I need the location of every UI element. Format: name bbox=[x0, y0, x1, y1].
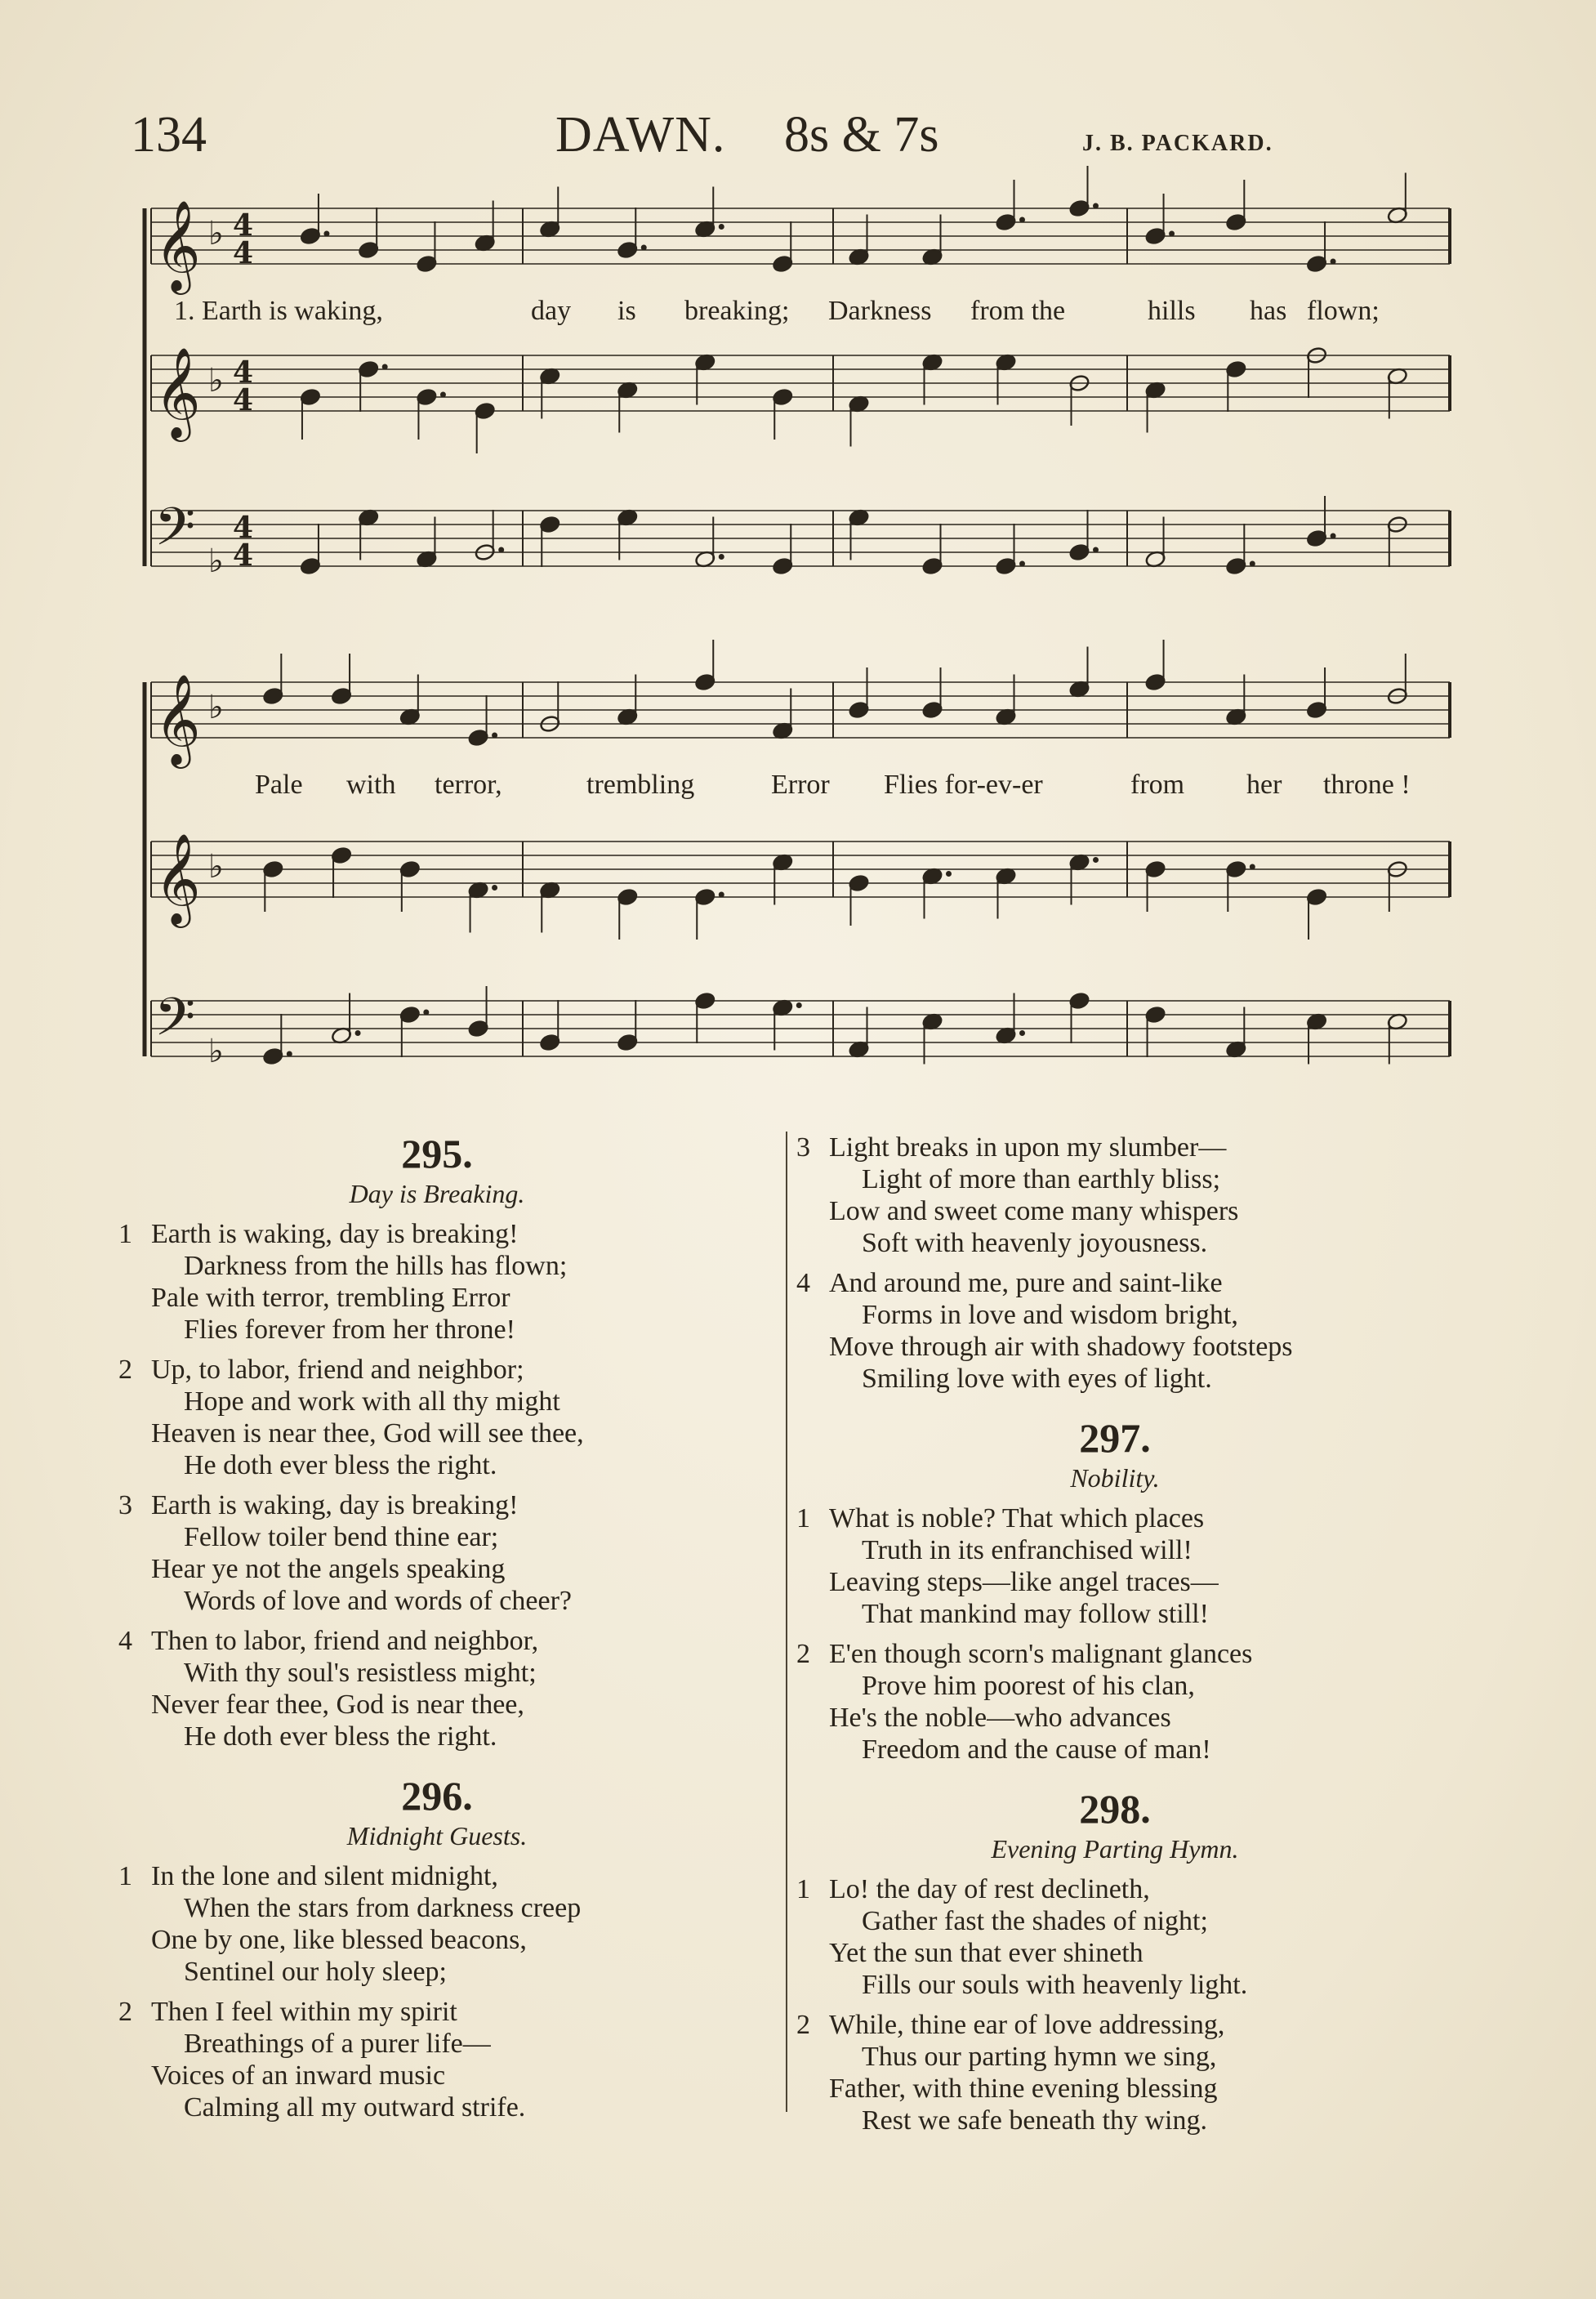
verse-line: Hope and work with all thy might bbox=[184, 1386, 560, 1417]
verse-line: Lo! the day of rest declineth, bbox=[829, 1874, 1150, 1904]
hymn-number: 298. bbox=[1079, 1786, 1151, 1832]
verse-line: He doth ever bless the right. bbox=[184, 1450, 497, 1480]
lyric-syllable: day bbox=[531, 296, 572, 326]
dot bbox=[1019, 561, 1025, 567]
hymn-title: Midnight Guests. bbox=[346, 1821, 528, 1850]
verse-line: Calming all my outward strife. bbox=[184, 2092, 526, 2123]
lyric-syllable: with bbox=[346, 770, 396, 800]
clef-icon: 𝄢 bbox=[154, 497, 196, 571]
dot bbox=[423, 1010, 429, 1016]
stanza-number: 4 bbox=[118, 1626, 132, 1656]
stanza-number: 2 bbox=[796, 1639, 810, 1669]
lyric-syllable: Darkness bbox=[828, 296, 932, 326]
time-signature-bottom: 4 bbox=[233, 538, 254, 573]
lyric-syllable: throne ! bbox=[1323, 770, 1411, 800]
verse-line: Father, with thine evening blessing bbox=[829, 2074, 1218, 2104]
lyric-syllable: has bbox=[1250, 296, 1287, 326]
time-signature-top: 4 bbox=[233, 355, 254, 390]
verse-line: Prove him poorest of his clan, bbox=[862, 1671, 1195, 1701]
verse-line: Words of love and words of cheer? bbox=[184, 1586, 572, 1616]
verse-line: Heaven is near thee, God will see thee, bbox=[151, 1418, 584, 1449]
flat-sign-icon: ♭ bbox=[208, 848, 224, 886]
stanza bbox=[796, 1638, 1433, 1766]
verse-line: Thus our parting hymn we sing, bbox=[862, 2042, 1217, 2072]
clef-icon: 𝄢 bbox=[154, 987, 196, 1061]
verse-line: Hear ye not the angels speaking bbox=[151, 1554, 506, 1584]
page-number: 134 bbox=[131, 107, 207, 163]
stanza-number: 2 bbox=[118, 1997, 132, 2027]
stanza-number: 4 bbox=[796, 1268, 810, 1298]
verse-line: What is noble? That which places bbox=[829, 1503, 1205, 1533]
dot bbox=[498, 547, 504, 553]
composer: J. B. PACKARD. bbox=[1082, 131, 1273, 156]
stanza bbox=[796, 1873, 1433, 2001]
verse-line: Light of more than earthly bliss; bbox=[862, 1164, 1221, 1194]
dot bbox=[719, 554, 724, 560]
dot bbox=[323, 231, 329, 237]
lyric-syllable: her bbox=[1246, 770, 1282, 800]
verse-line: Rest we safe beneath thy wing. bbox=[862, 2105, 1207, 2136]
meter: 8s & 7s bbox=[784, 107, 939, 163]
hymn-title: Nobility. bbox=[1070, 1463, 1160, 1493]
time-signature-bottom: 4 bbox=[233, 383, 254, 417]
stanza-number: 1 bbox=[118, 1861, 132, 1891]
dot bbox=[1331, 533, 1336, 539]
verse-line: Freedom and the cause of man! bbox=[862, 1734, 1211, 1765]
lyric-syllable: Error bbox=[771, 770, 830, 800]
flat-sign-icon: ♭ bbox=[208, 215, 224, 253]
verse-line: Pale with terror, trembling Error bbox=[151, 1283, 510, 1313]
stanza-number: 2 bbox=[796, 2010, 810, 2040]
verse-line: Soft with heavenly joyousness. bbox=[862, 1228, 1208, 1258]
verse-line: Sentinel our holy sleep; bbox=[184, 1957, 448, 1987]
stanza bbox=[796, 1267, 1433, 1395]
flat-sign-icon: ♭ bbox=[208, 362, 224, 400]
stanza bbox=[118, 1625, 756, 1752]
dot bbox=[1019, 1030, 1025, 1036]
hymn-number: 295. bbox=[401, 1131, 473, 1176]
dot bbox=[796, 1002, 802, 1008]
verse-line: Then I feel within my spirit bbox=[151, 1997, 457, 2027]
dot bbox=[1331, 259, 1336, 265]
hymn-title: Evening Parting Hymn. bbox=[991, 1834, 1239, 1864]
lyric-syllable: trembling bbox=[586, 770, 695, 800]
verse-line: Breathings of a purer life— bbox=[184, 2029, 491, 2059]
hymn-title: Day is Breaking. bbox=[349, 1179, 525, 1208]
lyric-syllable: Pale bbox=[255, 770, 303, 800]
stanza-number: 3 bbox=[118, 1490, 132, 1520]
lyric-syllable: breaking; bbox=[684, 296, 790, 326]
stanza-number: 1 bbox=[118, 1219, 132, 1249]
verse-line: He's the noble—who advances bbox=[829, 1703, 1171, 1733]
dot bbox=[382, 364, 388, 370]
stanza bbox=[118, 1860, 756, 1988]
dot bbox=[355, 1030, 361, 1036]
dot bbox=[1250, 864, 1255, 870]
verse-line: Up, to labor, friend and neighbor; bbox=[151, 1355, 524, 1385]
verse-line: When the stars from darkness creep bbox=[184, 1893, 582, 1923]
verse-line: While, thine ear of love addressing, bbox=[829, 2010, 1225, 2040]
time-signature-bottom: 4 bbox=[233, 236, 254, 270]
stanza bbox=[796, 1502, 1433, 1630]
time-signature-top: 4 bbox=[233, 208, 254, 243]
lyric-syllable: is bbox=[617, 296, 636, 326]
dot bbox=[719, 224, 724, 230]
clef-icon: 𝄞 bbox=[154, 346, 201, 439]
verse-line: Smiling love with eyes of light. bbox=[862, 1364, 1212, 1394]
verse-line: Low and sweet come many whispers bbox=[829, 1196, 1239, 1226]
verse-line: Gather fast the shades of night; bbox=[862, 1906, 1208, 1936]
verse-line: Move through air with shadowy footsteps bbox=[829, 1332, 1293, 1362]
dot bbox=[1093, 857, 1099, 863]
verse-line: Then to labor, friend and neighbor, bbox=[151, 1626, 539, 1656]
verse-line: E'en though scorn's malignant glances bbox=[829, 1639, 1253, 1669]
hymn-number: 297. bbox=[1079, 1415, 1151, 1461]
dot bbox=[719, 892, 724, 898]
lyric-syllable: from the bbox=[970, 296, 1066, 326]
stanza-number: 1 bbox=[796, 1503, 810, 1533]
verse-line: With thy soul's resistless might; bbox=[184, 1658, 537, 1688]
verse-line: Yet the sun that ever shineth bbox=[829, 1938, 1144, 1968]
clef-icon: 𝄞 bbox=[154, 833, 201, 925]
verse-line: In the lone and silent midnight, bbox=[151, 1861, 498, 1891]
stanza bbox=[118, 1218, 756, 1346]
dot bbox=[492, 733, 497, 739]
lyric-syllable: Flies for-ev-er bbox=[884, 770, 1043, 800]
right-column bbox=[796, 1132, 1433, 2145]
dot bbox=[287, 1051, 292, 1057]
dot bbox=[1250, 561, 1255, 567]
dot bbox=[1019, 217, 1025, 223]
verse-line: Voices of an inward music bbox=[151, 2060, 446, 2091]
tune-name: DAWN. bbox=[555, 107, 726, 163]
dot bbox=[492, 885, 497, 891]
verse-line: Truth in its enfranchised will! bbox=[862, 1535, 1193, 1565]
dot bbox=[440, 392, 446, 398]
verse-line: That mankind may follow still! bbox=[862, 1599, 1209, 1629]
clef-icon: 𝄞 bbox=[154, 199, 201, 292]
lyric-syllable: from bbox=[1130, 770, 1185, 800]
flat-sign-icon: ♭ bbox=[208, 689, 224, 727]
verse-line: Flies forever from her throne! bbox=[184, 1315, 515, 1345]
verse-line: Leaving steps—like angel traces— bbox=[829, 1567, 1219, 1597]
sheet-music bbox=[0, 0, 1596, 1095]
verse-line: And around me, pure and saint-like bbox=[829, 1268, 1223, 1298]
verse-line: Darkness from the hills has flown; bbox=[184, 1251, 568, 1281]
verse-line: Fellow toiler bend thine ear; bbox=[184, 1522, 499, 1552]
clef-icon: 𝄞 bbox=[154, 673, 201, 766]
dot bbox=[1169, 231, 1175, 237]
stanza bbox=[118, 1354, 756, 1481]
dot bbox=[1093, 547, 1099, 553]
stanza bbox=[118, 1489, 756, 1617]
verse-line: One by one, like blessed beacons, bbox=[151, 1925, 527, 1955]
verse-line: Forms in love and wisdom bright, bbox=[862, 1300, 1238, 1330]
lyric-syllable: 1. Earth is waking, bbox=[174, 296, 383, 326]
stanza-number: 1 bbox=[796, 1874, 810, 1904]
verse-line: He doth ever bless the right. bbox=[184, 1721, 497, 1752]
verse-line: Earth is waking, day is breaking! bbox=[151, 1219, 519, 1249]
lyric-syllable: terror, bbox=[435, 770, 502, 800]
stanza bbox=[796, 2009, 1433, 2136]
left-column bbox=[118, 1132, 756, 2132]
stanza bbox=[118, 1996, 756, 2123]
verse-line: Fills our souls with heavenly light. bbox=[862, 1970, 1248, 2000]
lyric-syllable: flown; bbox=[1307, 296, 1380, 326]
hymn-number: 296. bbox=[401, 1773, 473, 1819]
dot bbox=[946, 871, 952, 877]
dot bbox=[641, 245, 647, 251]
dot bbox=[1093, 203, 1099, 209]
stanza-number: 2 bbox=[118, 1355, 132, 1385]
stanza bbox=[796, 1132, 1433, 1259]
verse-line: Earth is waking, day is breaking! bbox=[151, 1490, 519, 1520]
column-divider bbox=[786, 1132, 787, 2112]
stanza-number: 3 bbox=[796, 1132, 810, 1163]
flat-sign-icon: ♭ bbox=[208, 542, 224, 580]
flat-sign-icon: ♭ bbox=[208, 1032, 224, 1070]
verse-line: Light breaks in upon my slumber— bbox=[829, 1132, 1227, 1163]
lyric-syllable: hills bbox=[1148, 296, 1196, 326]
time-signature-top: 4 bbox=[233, 511, 254, 545]
verse-line: Never fear thee, God is near thee, bbox=[151, 1690, 524, 1720]
